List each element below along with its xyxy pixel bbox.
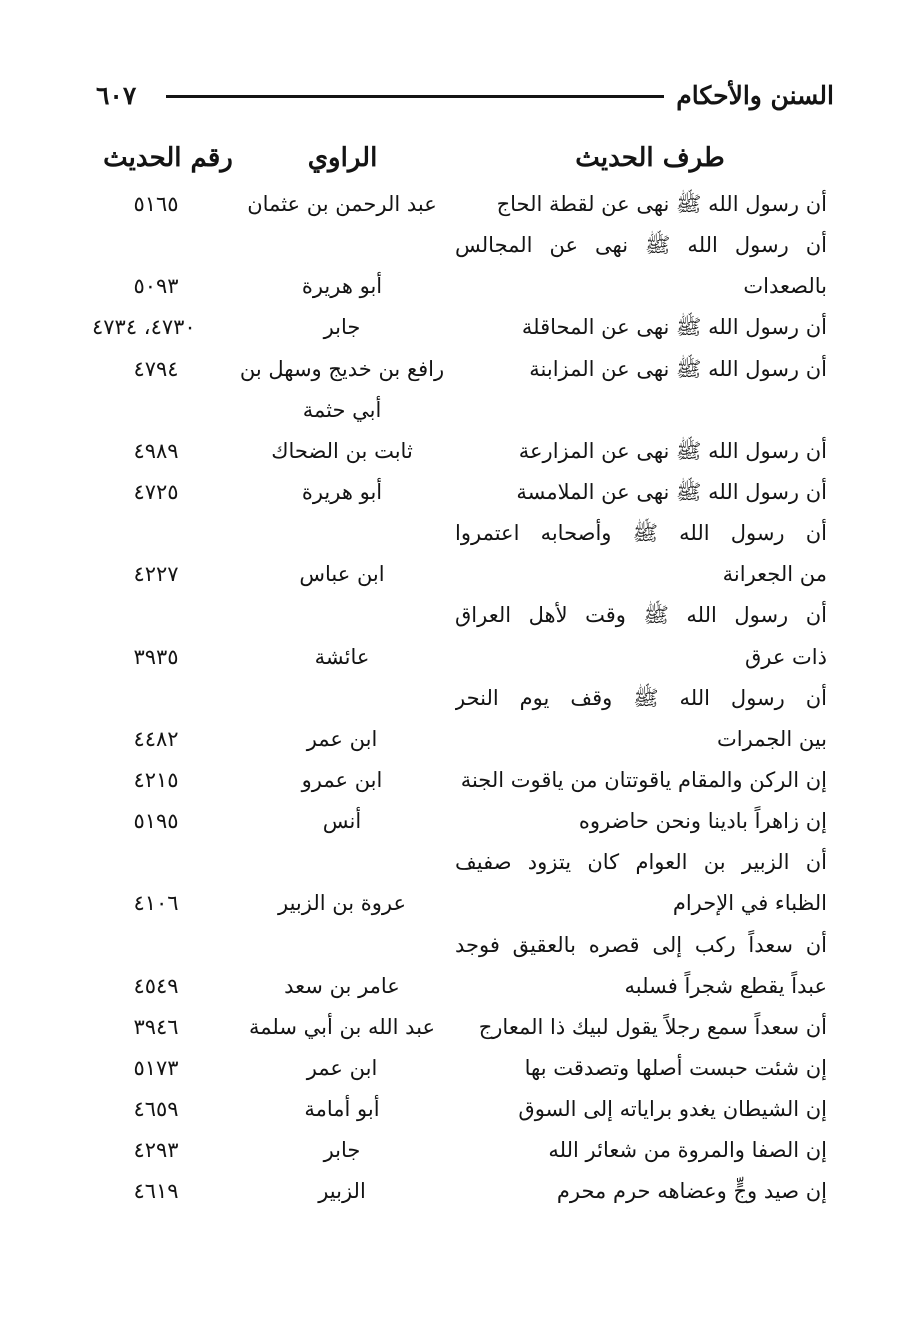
hadith-text: إن صيد وجٍّ وعضاهه حرم محرم (556, 1179, 827, 1204)
hadith-number: ٤٧٣٠، ٤٧٣٤ (92, 315, 196, 340)
table-row (0, 1089, 923, 1130)
table-row (0, 1171, 923, 1212)
table-row (0, 1007, 923, 1048)
hadith-number: ٤٦١٩ (133, 1179, 179, 1204)
hadith-text: بين الجمرات (717, 726, 827, 751)
narrator-name: عروة بن الزبير (277, 891, 407, 916)
hadith-text: أن رسول الله ﷺ نهى عن الملامسة (516, 479, 827, 504)
narrator-name: جابر (323, 315, 361, 340)
hadith-text: إن الشيطان يغدو براياته إلى السوق (518, 1097, 827, 1122)
hadith-text: أن رسول الله ﷺ نهى عن لقطة الحاج (496, 192, 827, 216)
hadith-text: ذات عرق (744, 644, 827, 669)
narrator-name: ثابت بن الضحاك (271, 438, 413, 463)
hadith-number: ٤٢١٥ (133, 767, 179, 792)
narrator-name: عبد الرحمن بن عثمان (247, 192, 437, 216)
hadith-number: ٣٩٤٦ (133, 1014, 179, 1039)
narrator-name: ابن عمر (306, 726, 378, 751)
hadith-number: ٥١٩٥ (133, 809, 179, 834)
table-row (0, 1048, 923, 1089)
hadith-text: أن رسول الله ﷺ وأصحابه اعتمروا (455, 521, 827, 546)
hadith-number: ٤٦٥٩ (133, 1097, 179, 1122)
table-row (0, 225, 923, 266)
hadith-number: ٥١٦٥ (133, 192, 179, 216)
hadith-number: ٤٧٩٤ (133, 356, 179, 381)
page-header (96, 76, 834, 116)
hadith-text: إن زاهراً بادينا ونحن حاضروه (578, 809, 827, 834)
table-row (0, 390, 923, 431)
hadith-text: بالصعدات (743, 274, 827, 299)
column-header-narrator: الراوي (307, 143, 378, 173)
hadith-number: ٥١٧٣ (133, 1055, 179, 1080)
narrator-name: أبي حثمة (302, 397, 382, 422)
hadith-number: ٥٠٩٣ (133, 274, 179, 299)
table-row (0, 842, 923, 883)
table-row (0, 472, 923, 513)
narrator-name: جابر (323, 1138, 361, 1163)
hadith-number: ٤٩٨٩ (133, 438, 179, 463)
hadith-text: الظباء في الإحرام (672, 891, 827, 916)
narrator-name: ابن عمر (306, 1055, 378, 1080)
column-header-number: رقم الحديث (103, 143, 233, 173)
narrator-name: عائشة (314, 644, 370, 669)
narrator-name: رافع بن خديج وسهل بن (239, 356, 445, 381)
table-row (0, 760, 923, 801)
page-number: ٦٠٧ (96, 81, 137, 110)
narrator-name: أبو هريرة (301, 479, 383, 504)
hadith-text: إن شئت حبست أصلها وتصدقت بها (524, 1055, 827, 1080)
narrator-name: أنس (322, 809, 362, 834)
hadith-text: إن الصفا والمروة من شعائر الله (548, 1138, 827, 1163)
hadith-text: أن رسول الله ﷺ نهى عن المزارعة (518, 438, 827, 463)
hadith-text: أن رسول الله ﷺ وقف يوم النحر (455, 685, 827, 710)
header-rule (166, 95, 664, 98)
narrator-name: أبو أمامة (304, 1097, 380, 1122)
table-row (0, 184, 923, 225)
table-row (0, 637, 923, 678)
hadith-text: عبداً يقطع شجراً فسلبه (624, 973, 827, 998)
narrator-name: أبو هريرة (301, 274, 383, 299)
table-row (0, 678, 923, 719)
hadith-number: ٤٤٨٢ (133, 726, 179, 751)
hadith-text: أن سعداً سمع رجلاً يقول لبيك ذا المعارج (478, 1014, 827, 1039)
hadith-number: ٤٥٤٩ (133, 973, 179, 998)
narrator-name: ابن عمرو (301, 767, 383, 792)
table-row (0, 595, 923, 636)
hadith-text: إن الركن والمقام ياقوتتان من ياقوت الجنة (460, 767, 827, 792)
table-row (0, 966, 923, 1007)
table-row (0, 513, 923, 554)
hadith-number: ٤٢٢٧ (133, 562, 179, 587)
table-row (0, 719, 923, 760)
hadith-text: أن رسول الله ﷺ وقت لأهل العراق (455, 603, 827, 628)
hadith-text: من الجعرانة (722, 562, 827, 587)
hadith-text: أن الزبير بن العوام كان يتزود صفيف (455, 850, 827, 875)
hadith-text: أن سعداً ركب إلى قصره بالعقيق فوجد (455, 932, 827, 957)
hadith-number: ٤٧٢٥ (133, 479, 179, 504)
table-row (0, 1130, 923, 1171)
narrator-name: الزبير (318, 1179, 366, 1204)
hadith-number: ٣٩٣٥ (133, 644, 179, 669)
hadith-text: أن رسول الله ﷺ نهى عن المجالس (455, 233, 827, 258)
narrator-name: ابن عباس (299, 562, 385, 587)
table-row (0, 266, 923, 307)
hadith-text: أن رسول الله ﷺ نهى عن المحاقلة (521, 315, 827, 340)
narrator-name: عبد الله بن أبي سلمة (249, 1014, 435, 1039)
narrator-name: عامر بن سعد (284, 973, 400, 998)
table-row (0, 431, 923, 472)
table-row (0, 925, 923, 966)
hadith-number: ٤٢٩٣ (133, 1138, 179, 1163)
table-row (0, 307, 923, 348)
table-row (0, 349, 923, 390)
table-row (0, 801, 923, 842)
hadith-index-table (0, 184, 923, 1213)
hadith-number: ٤١٠٦ (133, 891, 179, 916)
book-title: السنن والأحكام (676, 81, 834, 110)
column-headers (0, 138, 923, 178)
table-row (0, 554, 923, 595)
hadith-text: أن رسول الله ﷺ نهى عن المزابنة (529, 356, 827, 381)
table-row (0, 883, 923, 924)
column-header-hadith: طرف الحديث (575, 143, 725, 173)
